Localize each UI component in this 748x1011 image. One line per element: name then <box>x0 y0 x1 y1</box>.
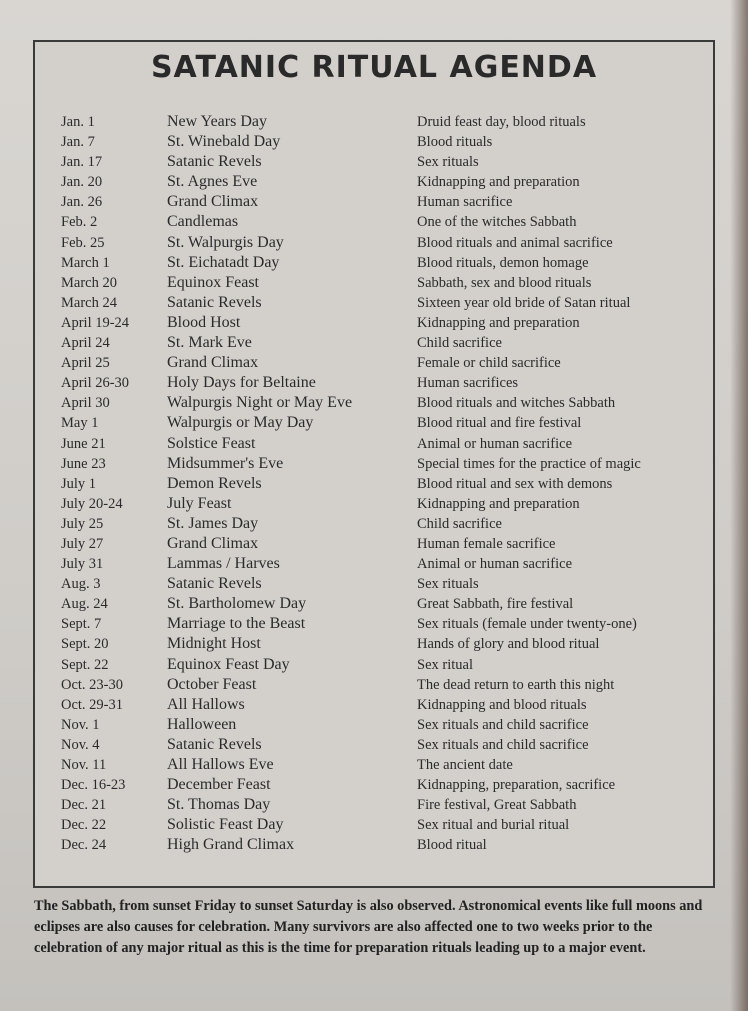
row-date: Sept. 22 <box>61 656 109 673</box>
row-event-name: Midnight Host <box>167 635 261 653</box>
table-row <box>61 333 701 353</box>
row-description: Sex rituals and child sacrifice <box>417 736 589 753</box>
row-event-name: Solstice Feast <box>167 434 256 452</box>
table-row <box>61 835 701 855</box>
table-row <box>61 795 701 815</box>
row-description: Sex ritual <box>417 656 473 673</box>
row-date: Dec. 16-23 <box>61 777 126 794</box>
row-description: Blood rituals and witches Sabbath <box>417 395 616 412</box>
row-event-name: Solistic Feast Day <box>167 816 284 834</box>
row-date: Jan. 20 <box>61 174 103 191</box>
row-description: Fire festival, Great Sabbath <box>417 797 577 814</box>
row-date: April 25 <box>61 355 110 372</box>
row-description: Blood rituals <box>417 134 493 151</box>
row-event-name: December Feast <box>167 776 271 794</box>
row-event-name: July Feast <box>167 494 232 512</box>
agenda-box <box>33 40 715 888</box>
row-event-name: High Grand Climax <box>167 836 295 854</box>
row-date: Dec. 22 <box>61 817 107 834</box>
row-event-name: Satanic Revels <box>167 735 262 753</box>
table-row <box>61 434 701 454</box>
row-description: Human sacrifices <box>417 375 519 392</box>
row-description: Sex rituals and child sacrifice <box>417 716 589 733</box>
row-event-name: All Hallows <box>167 695 245 713</box>
row-description: Blood ritual <box>417 837 487 854</box>
agenda-table <box>61 112 701 855</box>
row-event-name: Demon Revels <box>167 474 262 492</box>
table-row <box>61 212 701 232</box>
row-date: May 1 <box>61 415 99 432</box>
row-date: April 19-24 <box>61 314 130 331</box>
table-row <box>61 192 701 212</box>
table-row <box>61 534 701 554</box>
row-date: Nov. 1 <box>61 716 100 733</box>
row-date: April 30 <box>61 395 110 412</box>
row-event-name: St. Bartholomew Day <box>167 595 307 613</box>
row-date: July 27 <box>61 535 104 552</box>
row-description: Kidnapping, preparation, sacrifice <box>417 777 616 794</box>
row-date: Jan. 1 <box>61 114 95 130</box>
row-description: Animal or human sacrifice <box>417 556 573 573</box>
row-description: Female or child sacrifice <box>417 355 561 372</box>
row-description: Child sacrifice <box>417 335 502 352</box>
row-event-name: Marriage to the Beast <box>167 615 306 633</box>
table-row <box>61 393 701 413</box>
row-description: The ancient date <box>417 757 513 773</box>
row-date: June 23 <box>61 455 106 472</box>
table-row <box>61 273 701 293</box>
table-row <box>61 715 701 735</box>
row-date: April 26-30 <box>61 375 130 392</box>
row-event-name: Grand Climax <box>167 534 259 552</box>
table-row <box>61 253 701 273</box>
row-date: Dec. 24 <box>61 837 107 854</box>
row-description: Child sacrifice <box>417 515 502 532</box>
row-date: Nov. 4 <box>61 736 100 753</box>
table-row <box>61 132 701 152</box>
table-row <box>61 494 701 514</box>
row-date: March 1 <box>61 254 110 271</box>
row-date: Nov. 11 <box>61 757 107 773</box>
table-row <box>61 353 701 373</box>
row-description: Blood ritual and sex with demons <box>417 475 613 492</box>
row-event-name: Equinox Feast <box>167 273 259 291</box>
row-description: Great Sabbath, fire festival <box>417 596 574 613</box>
row-event-name: Grand Climax <box>167 193 259 211</box>
table-row <box>61 233 701 253</box>
row-description: Blood ritual and fire festival <box>417 415 582 432</box>
row-date: Sept. 20 <box>61 636 109 653</box>
page-edge-shadow <box>730 0 748 1011</box>
row-description: Blood rituals, demon homage <box>417 254 589 271</box>
row-date: April 24 <box>61 335 110 352</box>
row-description: Sex rituals <box>417 154 479 171</box>
row-date: Jan. 7 <box>61 134 95 151</box>
row-description: Kidnapping and preparation <box>417 495 580 512</box>
row-date: Jan. 26 <box>61 194 103 211</box>
row-date: July 20-24 <box>61 495 123 512</box>
table-row <box>61 574 701 594</box>
row-date: Dec. 21 <box>61 797 107 814</box>
row-date: Feb. 25 <box>61 234 105 251</box>
table-row <box>61 454 701 474</box>
row-event-name: New Years Day <box>167 113 267 130</box>
table-row <box>61 313 701 333</box>
row-description: Sex ritual and burial ritual <box>417 817 570 834</box>
row-description: Kidnapping and preparation <box>417 314 580 331</box>
table-row <box>61 735 701 755</box>
page-title: SATANIC RITUAL AGENDA <box>150 50 598 85</box>
table-row <box>61 614 701 634</box>
row-event-name: Lammas / Harves <box>167 555 280 573</box>
table-row <box>61 655 701 675</box>
row-description: Sex rituals <box>417 576 479 593</box>
row-description: Sabbath, sex and blood rituals <box>417 274 592 291</box>
row-description: Human female sacrifice <box>417 535 556 552</box>
row-description: One of the witches Sabbath <box>417 214 577 231</box>
row-date: Sept. 7 <box>61 616 102 633</box>
row-date: July 31 <box>61 556 104 573</box>
row-event-name: St. Thomas Day <box>167 796 271 814</box>
row-event-name: Equinox Feast Day <box>167 655 290 673</box>
row-date: Oct. 29-31 <box>61 696 124 713</box>
row-event-name: St. Mark Eve <box>167 334 252 352</box>
row-date: Oct. 23-30 <box>61 676 124 693</box>
row-event-name: Halloween <box>167 715 237 733</box>
row-description: Animal or human sacrifice <box>417 435 573 452</box>
table-row <box>61 413 701 433</box>
row-description: Sex rituals (female under twenty-one) <box>417 616 637 633</box>
row-description: Human sacrifice <box>417 194 513 211</box>
row-event-name: Walpurgis Night or May Eve <box>167 394 353 412</box>
table-row <box>61 514 701 534</box>
table-row <box>61 373 701 393</box>
row-date: Jan. 17 <box>61 154 103 171</box>
row-event-name: October Feast <box>167 675 257 693</box>
row-date: Aug. 24 <box>61 596 108 613</box>
row-event-name: Walpurgis or May Day <box>167 414 314 432</box>
table-row <box>61 554 701 574</box>
row-date: Aug. 3 <box>61 576 101 593</box>
row-description: Blood rituals and animal sacrifice <box>417 234 613 251</box>
row-event-name: St. Agnes Eve <box>167 173 258 191</box>
table-row <box>61 293 701 313</box>
row-event-name: St. Walpurgis Day <box>167 233 284 251</box>
row-date: March 20 <box>61 274 117 291</box>
table-row <box>61 172 701 192</box>
table-row <box>61 474 701 494</box>
row-event-name: Holy Days for Beltaine <box>167 374 316 392</box>
table-row <box>61 152 701 172</box>
row-event-name: Satanic Revels <box>167 293 262 311</box>
table-row <box>61 815 701 835</box>
row-event-name: Midsummer's Eve <box>167 454 284 472</box>
row-description: Sixteen year old bride of Satan ritual <box>417 294 631 311</box>
row-description: Druid feast day, blood rituals <box>417 114 586 130</box>
row-date: March 24 <box>61 294 117 311</box>
row-event-name: St. Eichatadt Day <box>167 253 280 271</box>
table-row <box>61 695 701 715</box>
row-event-name: Satanic Revels <box>167 575 262 593</box>
table-row <box>61 634 701 654</box>
row-description: Kidnapping and blood rituals <box>417 696 587 713</box>
row-date: Feb. 2 <box>61 214 98 231</box>
row-description: Special times for the practice of magic <box>417 455 641 472</box>
row-event-name: Grand Climax <box>167 354 259 372</box>
row-event-name: St. James Day <box>167 514 259 532</box>
row-date: June 21 <box>61 435 106 452</box>
row-event-name: Blood Host <box>167 313 241 331</box>
row-event-name: All Hallows Eve <box>167 756 274 773</box>
row-date: July 25 <box>61 515 104 532</box>
table-row <box>61 755 701 775</box>
table-row <box>61 675 701 695</box>
table-row <box>61 594 701 614</box>
row-event-name: St. Winebald Day <box>167 133 281 151</box>
table-row <box>61 112 701 132</box>
row-description: The dead return to earth this night <box>417 676 615 693</box>
row-description: Kidnapping and preparation <box>417 174 580 191</box>
row-event-name: Satanic Revels <box>167 153 262 171</box>
footnote-paragraph: The Sabbath, from sunset Friday to sunset Saturday is also observed. Astronomical events like full moons and eclipses are also causes for celebration. Many survivors are also affected one to two weeks prior to the celebration of any major ritual as this is the time for preparation rituals leading up to a major event. <box>34 898 703 956</box>
row-date: July 1 <box>61 475 97 492</box>
table-row <box>61 775 701 795</box>
row-description: Hands of glory and blood ritual <box>417 636 600 653</box>
row-event-name: Candlemas <box>167 213 239 231</box>
